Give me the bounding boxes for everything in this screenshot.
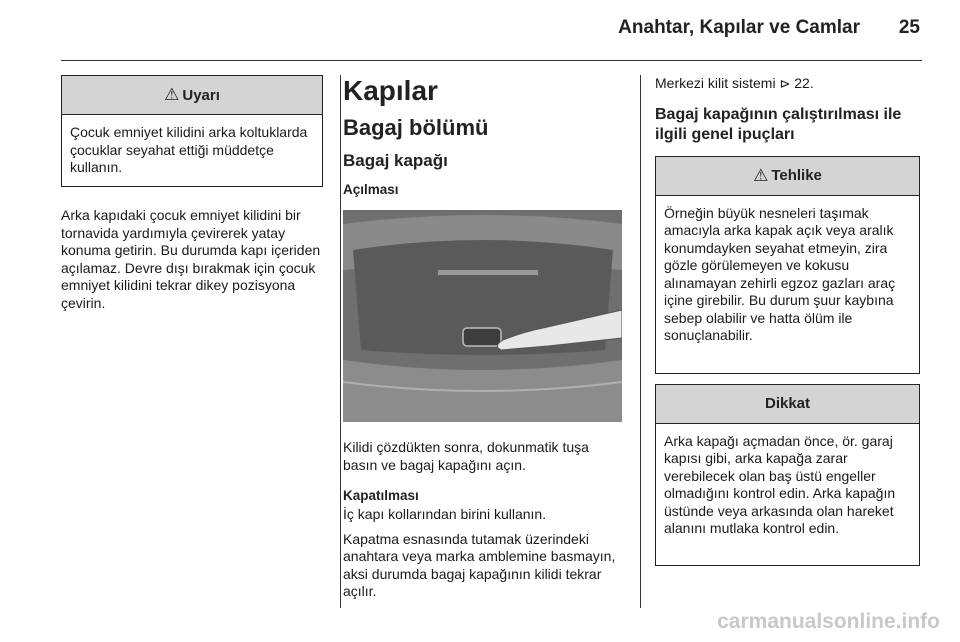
watermark: carmanualsonline.info xyxy=(717,610,940,633)
child-lock-paragraph: Arka kapıdaki çocuk emniyet kilidini bir tornavida yardımıyla çevirerek yatay konuma getirin. Bu durumda kapı içeriden açılamaz. Devre dışı bırakmak için çocuk emniyet kilidini tekrar dikey pozisyona çevirin. xyxy=(61,207,321,311)
danger-title: Tehlike xyxy=(771,167,822,184)
danger-body: Örneğin büyük nesneleri taşımak amacıyla arka kapak açık veya aralık konumdayken seyahat etmeyin, zira gözle görülemeyen ve kokusu alınamayan zehirli egzoz gazları araç içine girebilir. Bu durum şuur kaybına sebep olabilir ve hatta ölüm ile sonuçlanabilir. xyxy=(664,204,896,343)
caution-title: Dikkat xyxy=(764,395,811,412)
cross-reference xyxy=(655,75,920,93)
header-title: Anahtar, Kapılar ve Camlar xyxy=(618,17,860,38)
section-title: Kapılar xyxy=(343,75,438,106)
danger-box xyxy=(655,156,920,374)
topic-title: Bagaj kapağı xyxy=(343,151,448,170)
column-3 xyxy=(655,75,920,566)
caution-box xyxy=(655,384,920,566)
column-divider xyxy=(340,75,341,608)
tips-heading: Bagaj kapağının çalıştırılması ile ilgili genel ipuçları xyxy=(655,105,902,143)
closing-text-2: Kapatma esnasında tutamak üzerindeki anahtara veya marka amblemine basmayın, aksi durumda bagaj kapağının kilidi tekrar açılır. xyxy=(343,530,616,599)
closing-text-1: İç kapı kollarından birini kullanın. xyxy=(343,506,547,522)
tailgate-photo xyxy=(343,210,622,422)
warning-triangle-icon: ⚠ xyxy=(753,165,769,185)
caution-body: Arka kapağı açmadan önce, ör. garaj kapısı gibi, arka kapağa zarar verebilecek olan baş üstü engeller olmadığını kontrol edin. Arka kapağın üstünde veya arkasında olan hareket alanını mutlaka kontrol edin. xyxy=(664,432,896,536)
closing-heading: Kapatılması xyxy=(343,488,419,503)
page-reference-arrow-icon: ⊳ xyxy=(779,76,791,91)
warning-header xyxy=(62,76,322,115)
tailgate-illustration xyxy=(343,210,622,422)
cross-reference-page: 22. xyxy=(794,75,814,91)
column-divider xyxy=(640,75,641,608)
page-number: 25 xyxy=(898,17,920,38)
caution-header xyxy=(656,385,919,424)
danger-header xyxy=(656,157,919,196)
column-1 xyxy=(61,75,323,312)
warning-triangle-icon: ⚠ xyxy=(164,85,180,104)
opening-heading: Açılması xyxy=(343,182,399,197)
warning-title: Uyarı xyxy=(182,86,220,104)
cross-reference-text: Merkezi kilit sistemi xyxy=(655,75,776,91)
warning-body: Çocuk emniyet kilidini arka koltuklarda çocuklar seyahat ettiği müddetçe kullanın. xyxy=(70,124,308,175)
subsection-title: Bagaj bölümü xyxy=(343,115,489,140)
column-2 xyxy=(343,75,622,601)
header-rule xyxy=(61,60,922,61)
warning-box xyxy=(61,75,323,187)
opening-text: Kilidi çözdükten sonra, dokunmatik tuşa basın ve bagaj kapağını açın. xyxy=(343,439,589,473)
